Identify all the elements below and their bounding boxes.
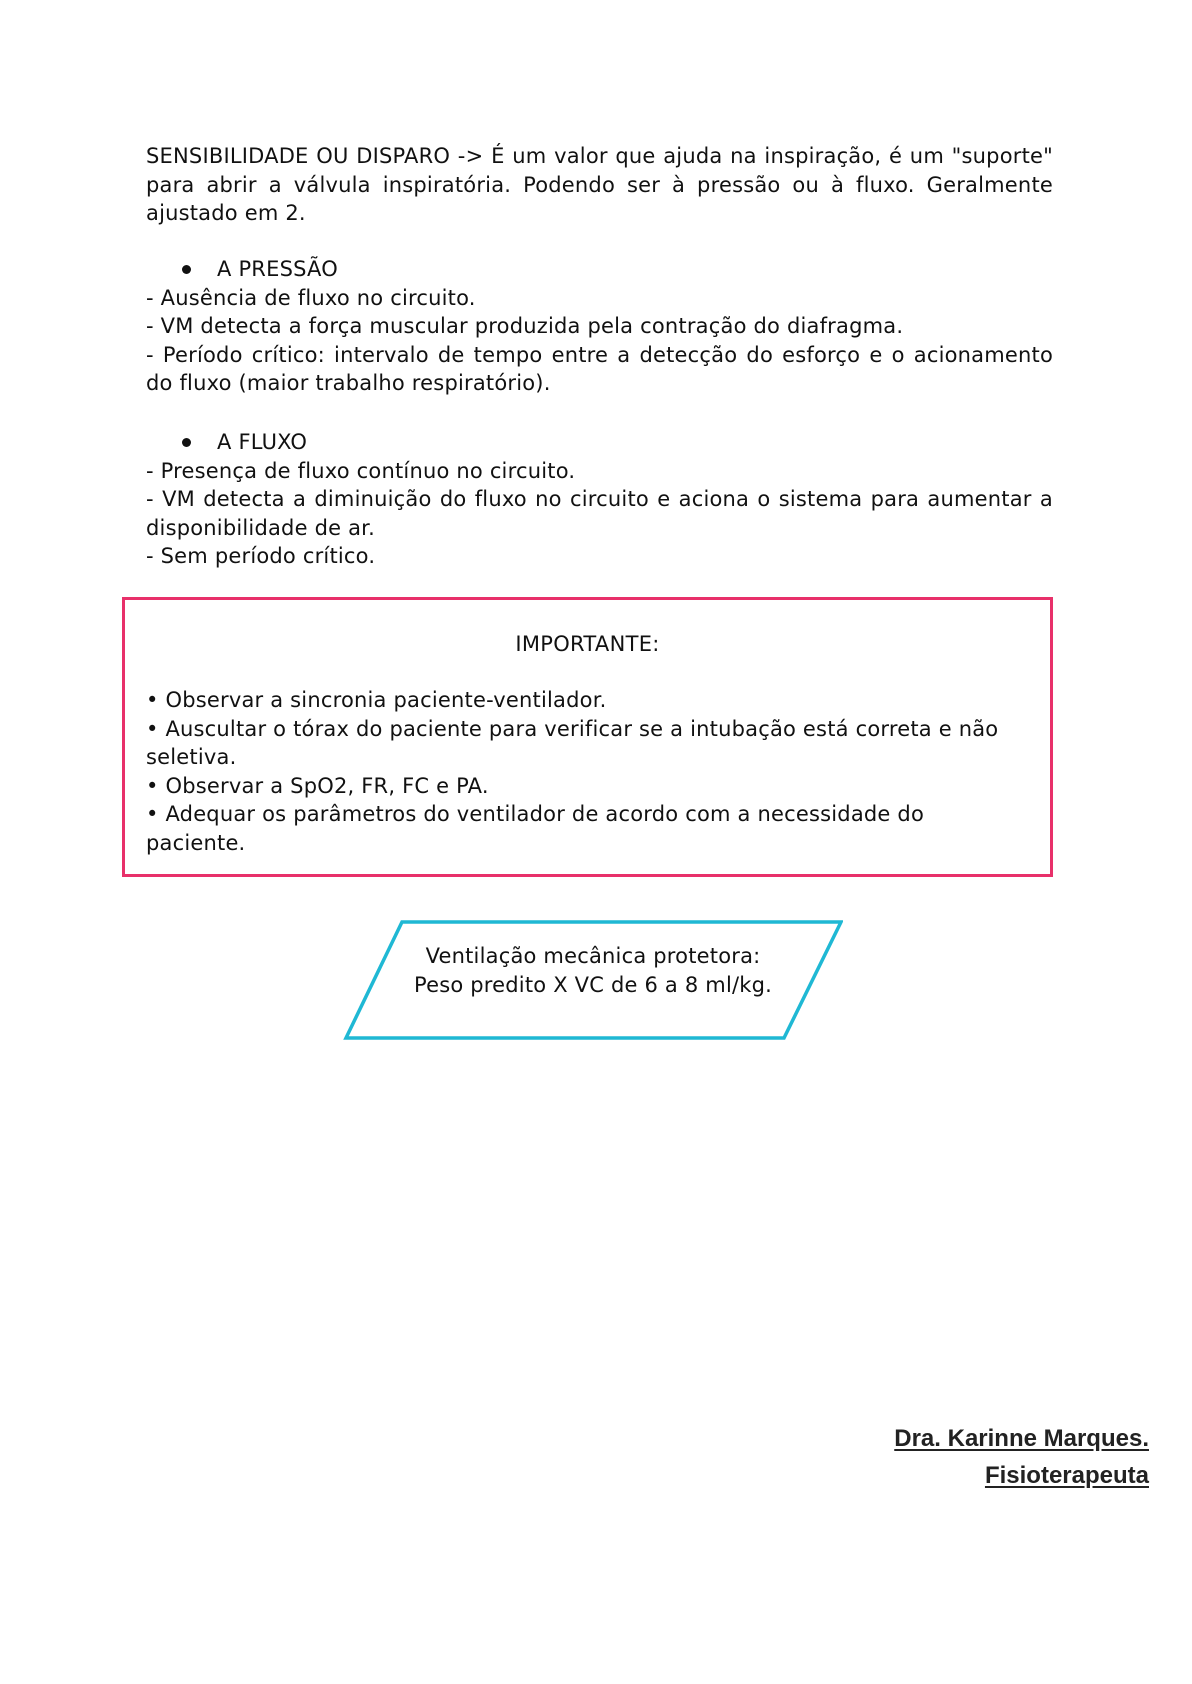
section-heading-label: A FLUXO (217, 430, 308, 454)
list-item: - Ausência de fluxo no circuito. (146, 285, 476, 310)
list-item: - VM detecta a diminuição do fluxo no circuito e aciona o sistema para aumentar a disponibilidade de ar. (146, 487, 1053, 540)
signature-block (894, 1420, 1149, 1494)
callout-line-1: Ventilação mecânica protetora: (425, 944, 761, 968)
bullet-icon (182, 265, 191, 274)
section-pressao (146, 255, 1053, 398)
list-item: - VM detecta a força muscular produzida pela contração do diafragma. (146, 314, 904, 338)
signature-role: Fisioterapeuta (984, 1462, 1149, 1489)
section-heading (146, 428, 1053, 457)
important-box (122, 597, 1053, 877)
section-heading-label: A PRESSÃO (217, 257, 338, 281)
list-item: • Observar a SpO2, FR, FC e PA. (146, 773, 489, 798)
callout-line-2: Peso predito X VC de 6 a 8 ml/kg. (413, 973, 773, 997)
intro-text: SENSIBILIDADE OU DISPARO -> É um valor que ajuda na inspiração, é um "suporte" para abrir a válvula inspiratória. Podendo ser à pressão ou à fluxo. Geralmente ajustado em 2. (146, 144, 1053, 225)
important-title: IMPORTANTE: (515, 632, 660, 656)
important-list (146, 686, 1026, 857)
callout-text (383, 942, 803, 1000)
list-item: - Presença de fluxo contínuo no circuito. (146, 458, 576, 483)
list-item: • Adequar os parâmetros do ventilador de acordo com a necessidade do paciente. (146, 802, 924, 855)
list-item: - Período crítico: intervalo de tempo entre a detecção do esforço e o acionamento do fluxo (maior trabalho respiratório). (146, 342, 1053, 395)
list-item: • Auscultar o tórax do paciente para verificar se a intubação está correta e não seletiva. (146, 716, 999, 769)
signature-name: Dra. Karinne Marques. (894, 1425, 1149, 1452)
callout-parallelogram (343, 920, 843, 1040)
list-item: - Sem período crítico. (146, 544, 376, 568)
bullet-icon (182, 438, 191, 447)
section-fluxo (146, 428, 1053, 571)
list-item: • Observar a sincronia paciente-ventilador. (146, 688, 607, 712)
section-heading (146, 255, 1053, 284)
intro-paragraph (146, 142, 1053, 228)
